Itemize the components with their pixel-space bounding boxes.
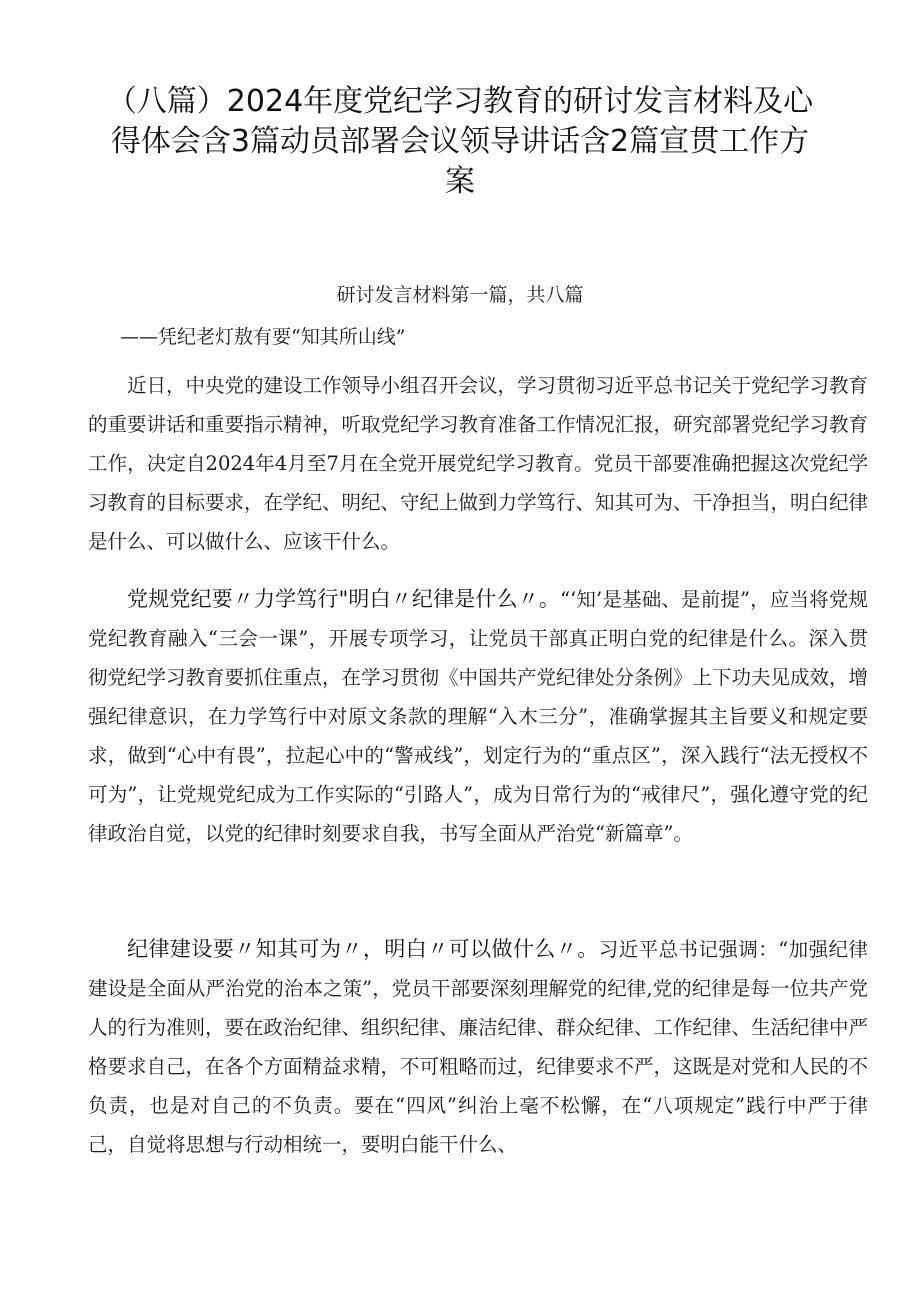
document-title [90, 82, 830, 202]
body-paragraph-1 [88, 366, 868, 561]
section-title: 研讨发言材料第一篇，共八篇 [336, 284, 584, 306]
paragraph-lead: 纪律建设要〃知其可为〃，明白〃可以做什么〃。 [127, 937, 599, 961]
paragraph-lead: 党规党纪要〃力学笃行"明白〃纪律是什么〃。 [127, 587, 561, 611]
paragraph-body: 习近平总书记强调：“加强纪律建设是全面从严治党的治本之策”，党员干部要深刻理解党的纪律,党的纪律是每一位共产党人的行为准则，要在政治纪律、组织纪律、廉洁纪律、群众纪律、工作纪律、生活纪律中严格要求自己，在各个方面精益求精，不可粗略而过，纪律要求不严，这既是对党和人民的不负责，也是对自己的不负责。要在“四风”纠治上毫不松懈，在“八项规定”践行中严于律己，自觉将思想与行动相统一，要明白能干什么、 [88, 938, 869, 1156]
epigraph: ——凭纪老灯敖有要“知其所山线” [120, 326, 406, 348]
title-line: 案 [445, 164, 475, 199]
body-paragraph-2 [88, 580, 868, 853]
body-paragraph-3 [88, 930, 868, 1164]
paragraph-body: 近日，中央党的建设工作领导小组召开会议，学习贯彻习近平总书记关于党纪学习教育的重要讲话和重要指示精神，听取党纪学习教育准备工作情况汇报，研究部署党纪学习教育工作，决定自2024年4月至7月在全党开展党纪学习教育。党员干部要准确把握这次党纪学习教育的目标要求，在学纪、明纪、守纪上做到力学笃行、知其可为、干净担当，明白纪律是什么、可以做什么、应该干什么。 [88, 374, 869, 553]
title-line: （八篇）2024年度党纪学习教育的研讨发言材料及心 [106, 84, 814, 119]
title-line: 得体会含3篇动员部署会议领导讲话含2篇宣贯工作方 [110, 124, 810, 159]
paragraph-body: “‘知’是基础、是前提”，应当将党规党纪教育融入“三会一课”，开展专项学习，让党员干部真正明白党的纪律是什么。深入贯彻党纪学习教育要抓住重点，在学习贯彻《中国共产党纪律处分条例》上下功夫见成效，增强纪律意识，在力学笃行中对原文条款的理解“入木三分”，准确掌握其主旨要义和规定要求，做到“心中有畏”，拉起心中的“警戒线”，划定行为的“重点区”，深入践行“法无授权不可为”，让党规党纪成为工作实际的“引路人”，成为日常行为的“戒律尺”，强化遵守党的纪律政治自觉，以党的纪律时刻要求自我，书写全面从严治党“新篇章”。 [88, 588, 869, 845]
